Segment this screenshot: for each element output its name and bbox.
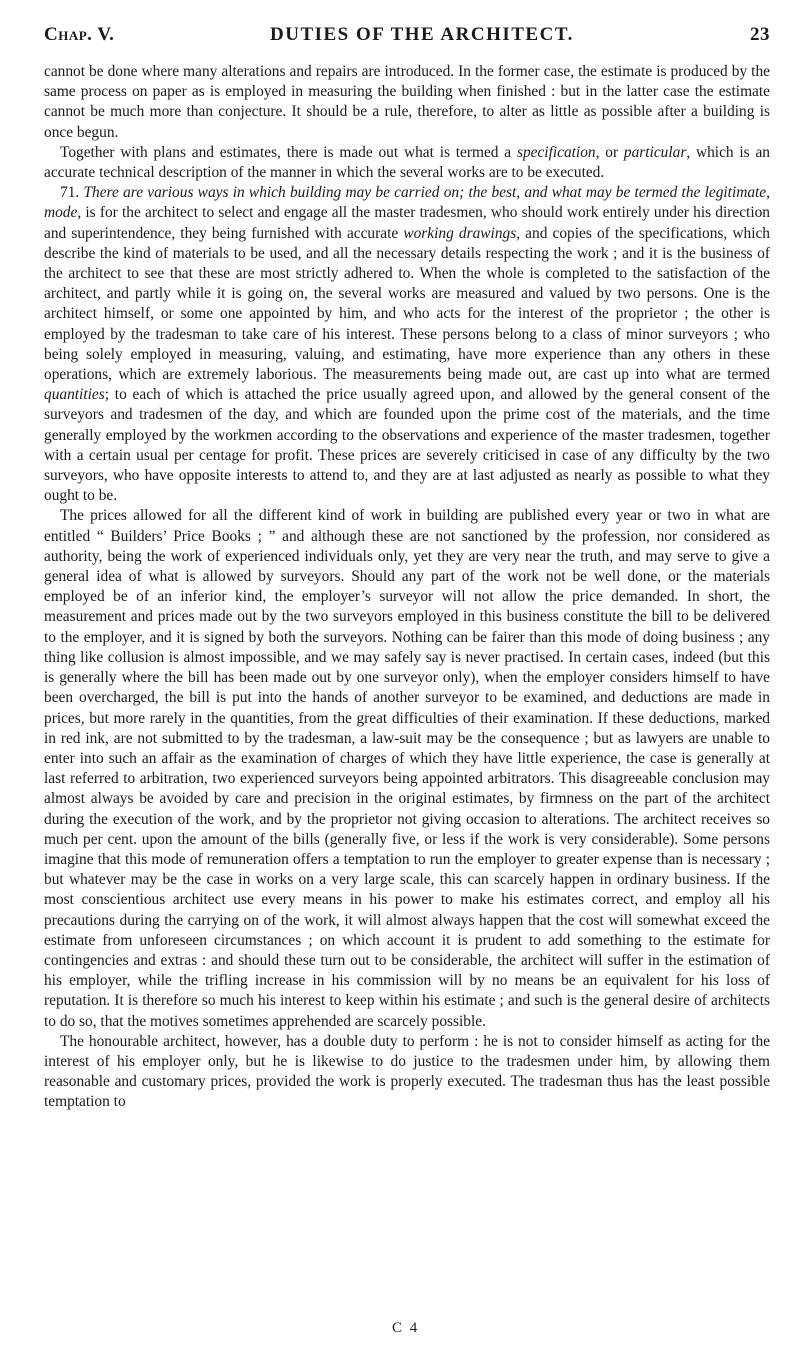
paragraph-2: [44, 143, 770, 183]
section-heading-italic: There are various ways in which building may be carried on; the best, and what may be termed the legitimate, mode: [44, 184, 770, 222]
body-text: [44, 62, 770, 1113]
paragraph-3: [44, 183, 770, 506]
paragraph-2-text-c: , which is an accurate technical description of the manner in which the several works are to be executed.: [44, 143, 771, 182]
signature-mark: C 4: [392, 1320, 420, 1336]
paragraph-3-text-c: ; to each of which is attached the price usually agreed upon, and allowed by the general consent of the surveyors and tradesmen of the day, and which are founded upon the prime cost of the materials, and the time generally employed by the workmen according to the observations and experience of the master tradesmen, together with a certain usual per centage for profit. These prices are severely criticised in case of any difficulty by the two surveyors, who have opposite interests to attend to, and they are at last adjusted as nearly as possible to what they ought to be.: [44, 386, 770, 505]
paragraph-1: cannot be done where many alterations and repairs are introduced. In the former case, the estimate is produced by the same process on paper as is employed in measuring the building when finished : but in the latter case the estimate cannot be much more than conjecture. It should be a rule, therefore, to alter as little as possible after a building is once begun.: [44, 63, 770, 141]
paragraph-2-text-b: , or: [595, 143, 624, 161]
section-number: 71.: [60, 184, 80, 202]
paragraph-3-text-a: , is for the architect to select and engage all the master tradesmen, who should work entirely under his direction and superintendence, they being furnished with accurate: [44, 204, 770, 242]
paragraph-4: The prices allowed for all the different kind of work in building are published every year or two in what are entitled “ Builders’ Price Books ; ” and although these are not sanctioned by the profession, nor considered as authority, being the work of experienced individuals only, yet they are very near the truth, and may serve to give a general idea of what is allowed by surveyors. Should any part of the work not be well done, or the materials employed be of an inferior kind, the employer’s surveyor will not allow the price demanded. In short, the measurement and prices made out by the two surveyors employed in this business constitute the bill to be delivered to the employer, and it is signed by both the surveyors. Nothing can be fairer than this mode of doing business ; any thing like collusion is almost impossible, and we may safely say is never practised. In certain cases, indeed (but this is generally where the bill has been made out by one surveyor only), when the employer considers himself to have been overcharged, the bill is put into the hands of another surveyor to be examined, and deductions are made in prices, but more rarely in the quantities, from the great difficulties of their examination. If these deductions, marked in red ink, are not submitted to by the tradesman, a law-suit may be the consequence ; but as lawyers are unable to enter into such an affair as the examination of charges of which they have little experience, the case is generally at last referred to arbitration, two experienced surveyors being appointed arbitrators. This disagreeable conclusion may almost always be avoided by care and precision in the original estimates, by firmness on the part of the architect during the execution of the work, and by the proprietor not giving occasion to alterations. The architect receives so much per cent. upon the amount of the bills (generally five, or less if the work is very considerable). Some persons imagine that this mode of remuneration offers a temptation to run the employer to greater expense than is necessary ; but whatever may be the case in works on a very large scale, this can scarcely happen in ordinary business. If the most conscientious architect use every means in his power to make his estimates correct, and employ all his precautions during the carrying on of the work, it will almost always happen that the cost will somewhat exceed the estimate from unforeseen circumstances ; on which account it is prudent to add something to the estimate for contingencies and extras : and should these turn out to be considerable, the architect will suffer in the estimation of his employer, while the trifling increase in his commission will by no means be an equivalent for his loss of reputation. It is therefore so much his interest to keep within his estimate ; and such is the general desire of architects to do so, that the motives sometimes apprehended are scarcely possible.: [44, 507, 770, 1030]
paragraph-5: The honourable architect, however, has a double duty to perform : he is not to consider himself as acting for the interest of his employer only, but he is likewise to do justice to the tradesmen under him, by allowing them reasonable and customary prices, provided the work is properly executed. The tradesman thus has the least possible temptation to: [44, 1032, 770, 1111]
term-quantities: quantities: [44, 386, 105, 404]
paragraph-2-text-a: Together with plans and estimates, there is made out what is termed a: [60, 143, 517, 161]
term-particular: particular: [623, 143, 687, 161]
page-title: DUTIES OF THE ARCHITECT.: [270, 24, 574, 45]
page-number: 23: [750, 24, 770, 45]
term-specification: specification: [516, 143, 596, 161]
running-head: [44, 12, 770, 52]
paragraph-3-text-b: , and copies of the specifications, which describe the kind of materials to be used, and all the necessary details respecting the work ; and it is the business of the architect to see that these are most strictly adhered to. When the whole is completed to the satisfaction of the architect, and partly while it is going on, the several works are measured and valued by two persons. One is the architect himself, or some one appointed by him, and who acts for the interest of the proprietor ; the other is employed by the tradesman to take care of his interest. These persons belong to a class of minor surveyors ; who being solely employed in measuring, valuing, and estimating, have more experience than any others in these operations, which are extremely laborious. The measurements being made out, are cast up into what are termed: [44, 224, 770, 384]
term-working-drawings: working drawings: [403, 224, 517, 242]
chapter-label: Chap. V.: [44, 24, 115, 45]
